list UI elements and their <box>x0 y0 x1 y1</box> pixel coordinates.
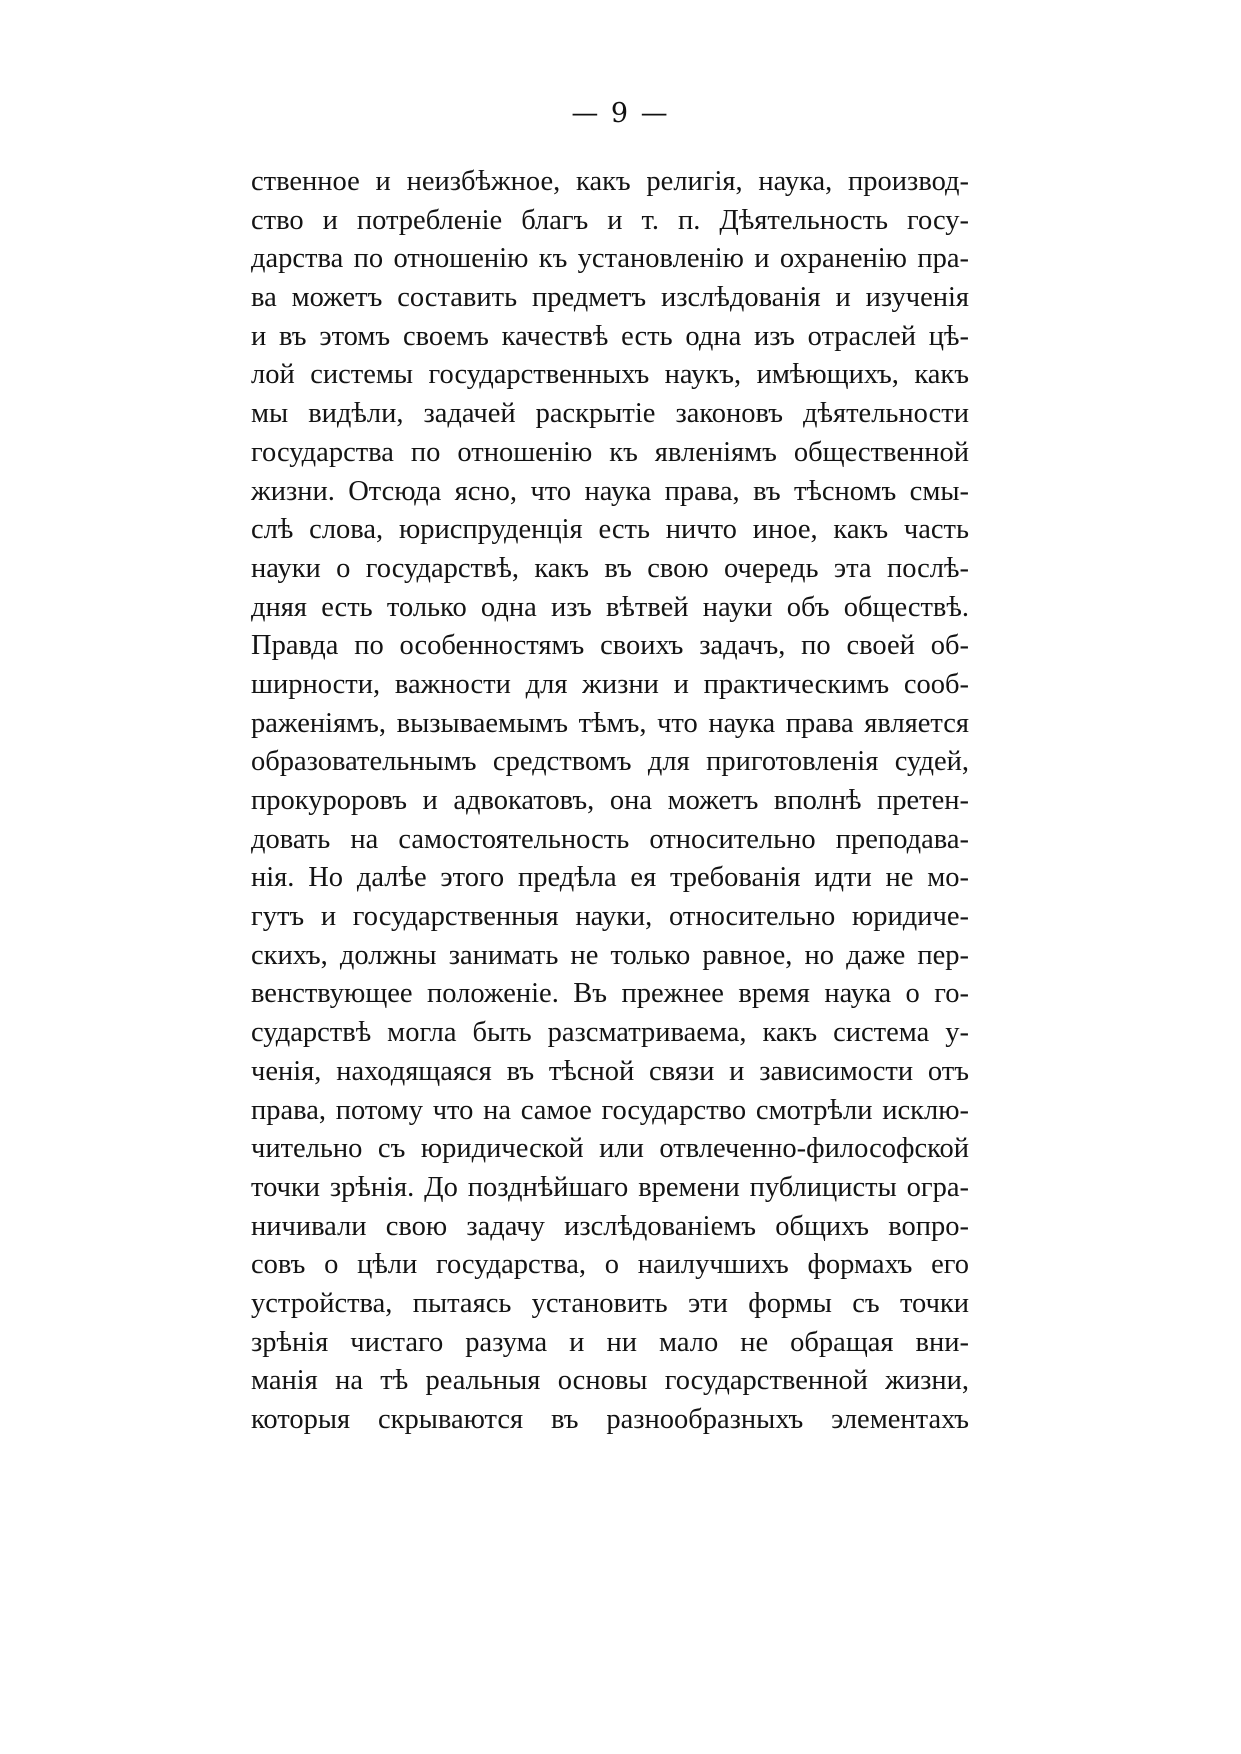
text-line: и въ этомъ своемъ качествѣ есть одна изъ отраслей цѣ- <box>251 320 969 352</box>
text-line: лой системы государственныхъ наукъ, имѣющихъ, какъ <box>251 359 969 391</box>
text-line: науки о государствѣ, какъ въ свою очередь эта послѣ- <box>251 552 969 584</box>
text-line: ственное и неизбѣжное, какъ религія, наука, производ- <box>251 166 969 197</box>
text-line: ство и потребленіе благъ и т. п. Дѣятельность госу- <box>251 204 969 236</box>
text-line: довать на самостоятельность относительно преподава- <box>251 823 969 855</box>
text-line: дняя есть только одна изъ вѣтвей науки объ обществѣ. <box>251 591 969 623</box>
text-line: ва можетъ составить предметъ изслѣдованія и изученія <box>251 282 969 314</box>
text-line: скихъ, должны занимать не только равное, но даже пер- <box>251 939 969 971</box>
text-line: венствующее положеніе. Въ прежнее время наука о го- <box>251 978 969 1010</box>
text-line: Правда по особенностямъ своихъ задачъ, по своей об- <box>251 630 969 662</box>
text-line: прокуроровъ и адвокатовъ, она можетъ вполнѣ претен- <box>251 785 969 816</box>
text-line: образовательнымъ средствомъ для приготовленія судей, <box>251 746 969 778</box>
text-line: сударствѣ могла быть разсматриваема, какъ система у- <box>251 1017 969 1049</box>
body-text <box>251 163 969 1440</box>
text-line: слѣ слова, юриспруденція есть ничто иное, какъ часть <box>251 514 969 546</box>
text-line: ченія, находящаяся въ тѣсной связи и зависимости отъ <box>251 1055 969 1087</box>
text-line: нія. Но далѣе этого предѣла ея требованія идти не мо- <box>251 862 969 894</box>
page-number: — 9 — <box>571 98 670 129</box>
text-line: жизни. Отсюда ясно, что наука права, въ тѣсномъ смы- <box>251 475 969 507</box>
text-line: устройства, пытаясь установить эти формы съ точки <box>251 1287 969 1319</box>
text-line: раженіямъ, вызываемымъ тѣмъ, что наука права является <box>251 707 969 739</box>
text-line: манія на тѣ реальныя основы государственной жизни, <box>251 1365 969 1397</box>
text-line: государства по отношенію къ явленіямъ общественной <box>251 436 969 468</box>
text-line: чительно съ юридической или отвлеченно-философской <box>251 1133 969 1165</box>
text-line: точки зрѣнія. До позднѣйшаго времени публицисты огра- <box>251 1171 969 1203</box>
text-line: права, потому что на самое государство смотрѣли исклю- <box>251 1094 969 1126</box>
text-line: ничивали свою задачу изслѣдованіемъ общихъ вопро- <box>251 1210 969 1242</box>
text-line: зрѣнія чистаго разума и ни мало не обращая вни- <box>251 1326 969 1358</box>
text-line: совъ о цѣли государства, о наилучшихъ формахъ его <box>251 1249 969 1281</box>
text-line: мы видѣли, задачей раскрытіе законовъ дѣятельности <box>251 398 969 430</box>
text-line: которыя скрываются въ разнообразныхъ элементахъ <box>251 1404 969 1435</box>
text-line: дарства по отношенію къ установленію и охраненію пра- <box>251 243 969 275</box>
text-line: гутъ и государственныя науки, относительно юридиче- <box>251 901 969 933</box>
text-line: ширности, важности для жизни и практическимъ сооб- <box>251 668 969 700</box>
